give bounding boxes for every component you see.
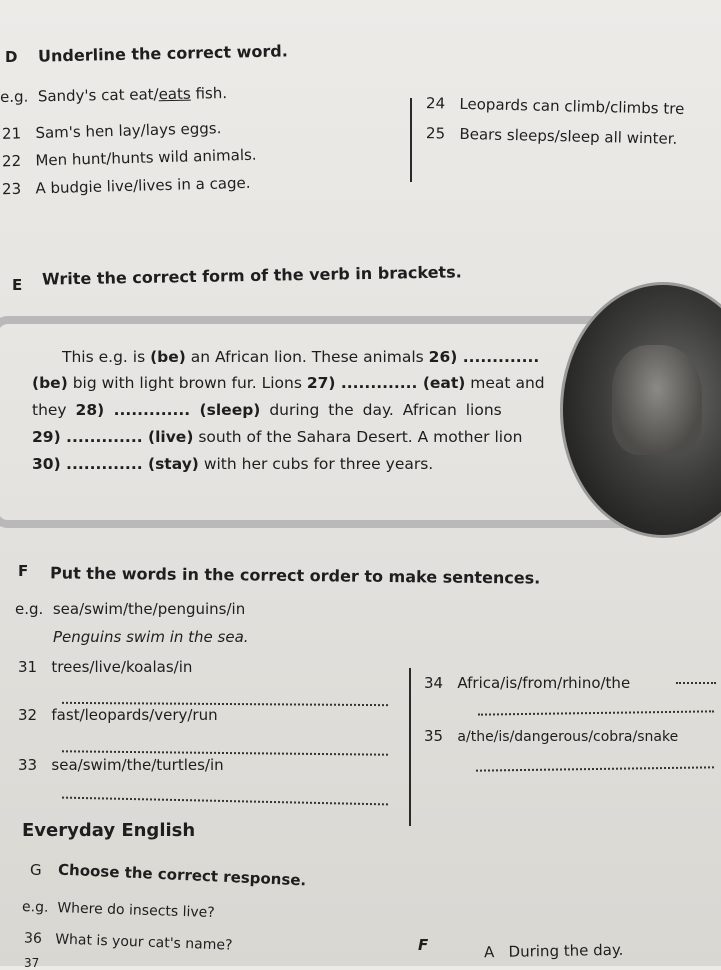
line-part: an African lion. These animals <box>185 348 429 366</box>
item-text: Men hunt/hunts wild animals. <box>35 145 257 170</box>
line-part: (sleep) <box>190 401 261 419</box>
section-f-example <box>15 600 245 618</box>
item-text: Bears sleeps/sleep all winter. <box>459 124 678 148</box>
answer-blank-29: 29) ............. (live) <box>32 428 194 446</box>
list-item <box>2 119 222 143</box>
paragraph-line <box>32 451 433 478</box>
section-f-letter: F <box>18 562 29 580</box>
item-number: 22 <box>1 151 22 171</box>
paragraph-line <box>32 397 502 424</box>
item-number: 23 <box>1 179 22 199</box>
example-underlined-word: eats <box>158 84 191 104</box>
list-item <box>426 124 678 148</box>
answer-line-33[interactable] <box>62 797 388 806</box>
example-label: e.g. <box>21 898 49 916</box>
item-words: sea/swim/the/turtles/in <box>51 756 224 774</box>
example-before: Sandy's cat eat/ <box>37 85 159 106</box>
item-number: 31 <box>18 658 38 676</box>
example-answer: Penguins swim in the sea. <box>53 628 249 646</box>
item-text: A budgie live/lives in a cage. <box>35 173 251 198</box>
item-text: Leopards can climb/climbs tre <box>459 94 685 118</box>
line-part: (be) <box>32 374 68 392</box>
option-letter: A <box>483 943 495 962</box>
item-words: Africa/is/from/rhino/the <box>457 674 631 692</box>
example-words: sea/swim/the/penguins/in <box>52 600 246 618</box>
item-number: 24 <box>425 94 446 113</box>
everyday-english-heading: Everyday English <box>22 820 196 841</box>
line-part: they <box>32 401 76 419</box>
line-part: with her cubs for three years. <box>198 455 434 473</box>
example-label: e.g. <box>15 600 44 618</box>
answer-line-35[interactable] <box>476 766 714 771</box>
item-number: 25 <box>425 124 446 143</box>
list-item <box>24 930 233 953</box>
answer-blank-28: 28) ............. <box>75 401 191 419</box>
list-item <box>2 174 251 199</box>
item-number: 21 <box>1 124 22 143</box>
example-after: fish. <box>190 84 228 103</box>
answer-line-34[interactable] <box>478 710 714 715</box>
paragraph-line <box>62 344 539 371</box>
list-item <box>18 706 218 724</box>
list-item <box>18 756 224 774</box>
response-option <box>484 941 624 961</box>
example-label: e.g. <box>0 87 29 106</box>
option-text: During the day. <box>508 940 624 961</box>
section-d-title: Underline the correct word. <box>37 41 288 66</box>
example-answer-letter: F <box>418 936 429 954</box>
list-item <box>426 94 685 118</box>
list-item <box>424 727 678 745</box>
list-item <box>18 658 192 676</box>
line-part: big with light brown fur. Lions <box>67 374 307 392</box>
column-divider <box>409 668 411 826</box>
section-g-title: Choose the correct response. <box>57 860 307 890</box>
paragraph-line <box>32 370 545 397</box>
answer-line-34-inline[interactable] <box>676 682 716 684</box>
line-part: during the day. African lions <box>260 401 502 419</box>
item-words: fast/leopards/very/run <box>51 706 218 724</box>
answer-line-32[interactable] <box>62 750 388 755</box>
example-text: Where do insects live? <box>57 900 215 922</box>
answer-blank-27: 27) ............. (eat) <box>306 374 466 392</box>
item-words: a/the/is/dangerous/cobra/snake <box>457 729 679 745</box>
column-divider <box>410 98 412 182</box>
line-part: meat and <box>465 374 545 392</box>
line-part: south of the Sahara Desert. A mother lion <box>193 428 523 446</box>
item-text: Sam's hen lay/lays eggs. <box>35 119 222 142</box>
item-number: 33 <box>18 756 38 774</box>
lion-figure <box>612 345 702 455</box>
answer-blank-26: 26) ............. <box>428 348 540 366</box>
section-g-letter: G <box>30 861 42 879</box>
item-text: What is your cat's name? <box>54 931 233 954</box>
list-item <box>424 674 630 692</box>
item-number: 34 <box>424 674 444 692</box>
section-f-title: Put the words in the correct order to make sentences. <box>49 563 541 588</box>
item-number: 35 <box>424 727 444 745</box>
section-d-letter: D <box>5 48 18 66</box>
list-item <box>2 146 257 171</box>
item-number: 32 <box>18 706 38 724</box>
section-g-example <box>22 899 215 921</box>
item-number: 36 <box>23 930 43 947</box>
section-d-example <box>0 84 227 106</box>
answer-blank-30: 30) ............. (stay) <box>32 455 199 473</box>
item-words: trees/live/koalas/in <box>51 658 193 676</box>
section-e-letter: E <box>12 276 23 294</box>
paragraph-line <box>32 424 522 451</box>
section-e-title: Write the correct form of the verb in brackets. <box>41 262 462 289</box>
line-part: (be) <box>150 348 186 366</box>
line-part: This e.g. is <box>62 348 151 366</box>
item-number: 37 <box>24 956 40 970</box>
